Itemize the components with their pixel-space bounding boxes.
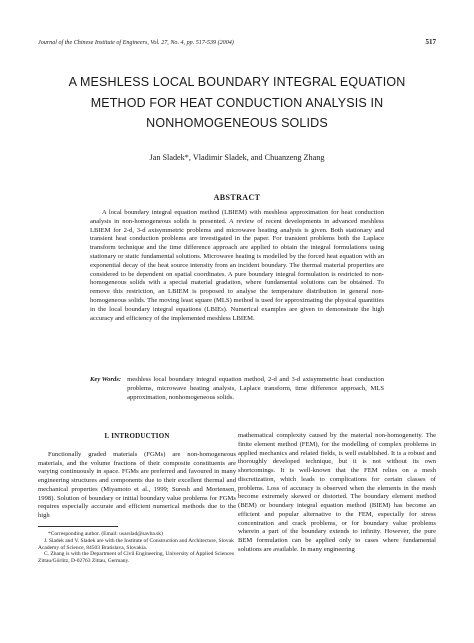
footnote-affiliation-sladek: J. Sladek and V. Sladek are with the Institute of Construction and Architecture, Slovak Academy of Science, 84503 Bratislava, Slovakia. — [38, 537, 234, 551]
author-list: Jan Sladek*, Vladimir Sladek, and Chuanzeng Zhang — [149, 153, 325, 162]
title-line-3: NONHOMOGENEOUS SOLIDS — [146, 116, 328, 130]
introduction-paragraph-right: mathematical complexity caused by the material non-homogeneity. The finite element method (FEM), for the modelling of complex problems in applied mechanics and related fields, is well established. It is a robust and thoroughly developed technique, but it is not without its own shortcomings. It is well-known that the FEM relies on a mesh discretization, which leads to complications for certain classes of problems. Loss of accuracy is observed when the elements in the mesh become extremely skewed or distorted. The boundary element method (BEM) or boundary integral equation method (BIEM) has become an efficient and popular alternative to the FEM, especially for stress concentration and crack problems, or for boundary value problems wherein a part of the boundary extends to infinity. However, the pure BEM formulation can be applied only to cases where fundamental solutions are available. In many engineering — [238, 432, 436, 553]
right-column — [238, 432, 436, 555]
footnote-divider — [38, 526, 118, 527]
footnote-corresponding-author: *Corresponding author. (Email: usarslad@savba.sk) — [48, 530, 163, 537]
abstract-heading: ABSTRACT — [213, 193, 261, 202]
paper-title — [30, 72, 444, 134]
introduction-heading: I. INTRODUCTION — [104, 432, 170, 440]
footnotes — [38, 531, 236, 566]
footnote-affiliation-zhang: C. Zhang is with the Department of Civil Engineering, University of Applied Sciences Zittau/Görlitz, D-02763 Zittau, Germany. — [38, 551, 235, 565]
title-line-1: A MESHLESS LOCAL BOUNDARY INTEGRAL EQUATION — [68, 75, 406, 89]
left-column — [38, 432, 236, 565]
keywords-label: Key Words: — [90, 376, 122, 383]
introduction-paragraph-left: Functionally graded materials (FGMs) are non-homogeneous materials, and the volume fractions of their composite constituents are varying continuously in space. FGMs are preferred and favoured in many engineering structures and components due to their excellent thermal and mechanical properties (Miyamoto et al., 1999; Suresh and Mortensen, 1998). Solution of boundary or initial boundary value problems for FGMs requires especially accurate and efficient numerical methods due to the high — [38, 450, 236, 519]
journal-citation: Journal of the Chinese Institute of Engineers, Vol. 27, No. 4, pp. 517-539 (2004) — [38, 40, 234, 46]
page-number: 517 — [425, 38, 436, 46]
keywords-block — [90, 376, 384, 402]
title-line-2: METHOD FOR HEAT CONDUCTION ANALYSIS IN — [90, 95, 384, 110]
running-header — [38, 38, 436, 46]
abstract-text: A local boundary integral equation method (LBIEM) with meshless approximation for heat conduction analysis in non-homogeneous solids is presented. A review of recent developments in advanced meshless LBIEM for 2-d, 3-d axisymmetric problems and microwave heating analysis is given. Both stationary and transient heat conduction problems are investigated in the paper. For transient problems both the Laplace transform technique and the time difference approach are applied to obtain the integral formulations using stationary or static fundamental solutions. Microwave heating is modelled by the forced heat equation with an exponential decay of the heat source intensity from an incident boundary. The thermal material properties are considered to be dependent on spatial coordinates. A pure boundary integral formulation is restricted to non-homogeneous solids with a special material gradation, where fundamental solutions can be obtained. To remove this restriction, an LBIEM is proposed to analyse the temperature distribution in general non-homogeneous solids. The moving least square (MLS) method is used for approximating the physical quantities in the local boundary integral equations (LBIEs). Numerical examples are given to demonstrate the high accuracy and efficiency of the implemented meshless LBIEM. — [90, 209, 384, 322]
keywords-text: meshless local boundary integral equation method, 2-d and 3-d axisymmetric heat conduction problems, microwave heating analysis, Laplace transform, time difference approach, MLS approximation, nonhomogeneous solids. — [127, 376, 384, 401]
